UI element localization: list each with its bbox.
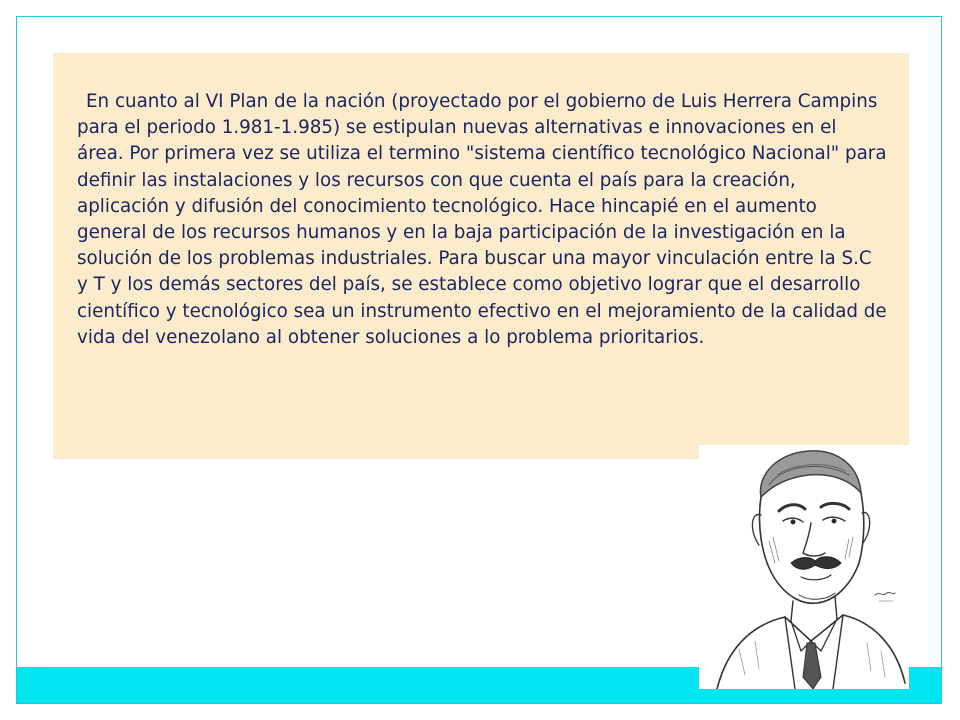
portrait-sketch-icon bbox=[699, 445, 909, 689]
text-box bbox=[53, 53, 909, 459]
body-paragraph: En cuanto al VI Plan de la nación (proyectado por el gobierno de Luis Herrera Campins para el periodo 1.981-1.985) se estipulan nuevas alternativas e innovaciones en el área. Por primera vez se utiliza el termino "sistema científico tecnológico Nacional" para definir las instalaciones y los recursos con que cuenta el país para la creación, aplicación y difusión del conocimiento tecnológico. Hace hincapié en el aumento general de los recursos humanos y en la baja participación de la investigación en la solución de los problemas industriales. Para buscar una mayor vinculación entre la S.C y T y los demás sectores del país, se establece como objetivo lograr que el desarrollo científico y tecnológico sea un instrumento efectivo en el mejoramiento de la calidad de vida del venezolano al obtener soluciones a lo problema prioritarios. bbox=[77, 91, 887, 348]
portrait-sketch-image bbox=[699, 445, 909, 689]
slide-frame bbox=[16, 16, 942, 704]
